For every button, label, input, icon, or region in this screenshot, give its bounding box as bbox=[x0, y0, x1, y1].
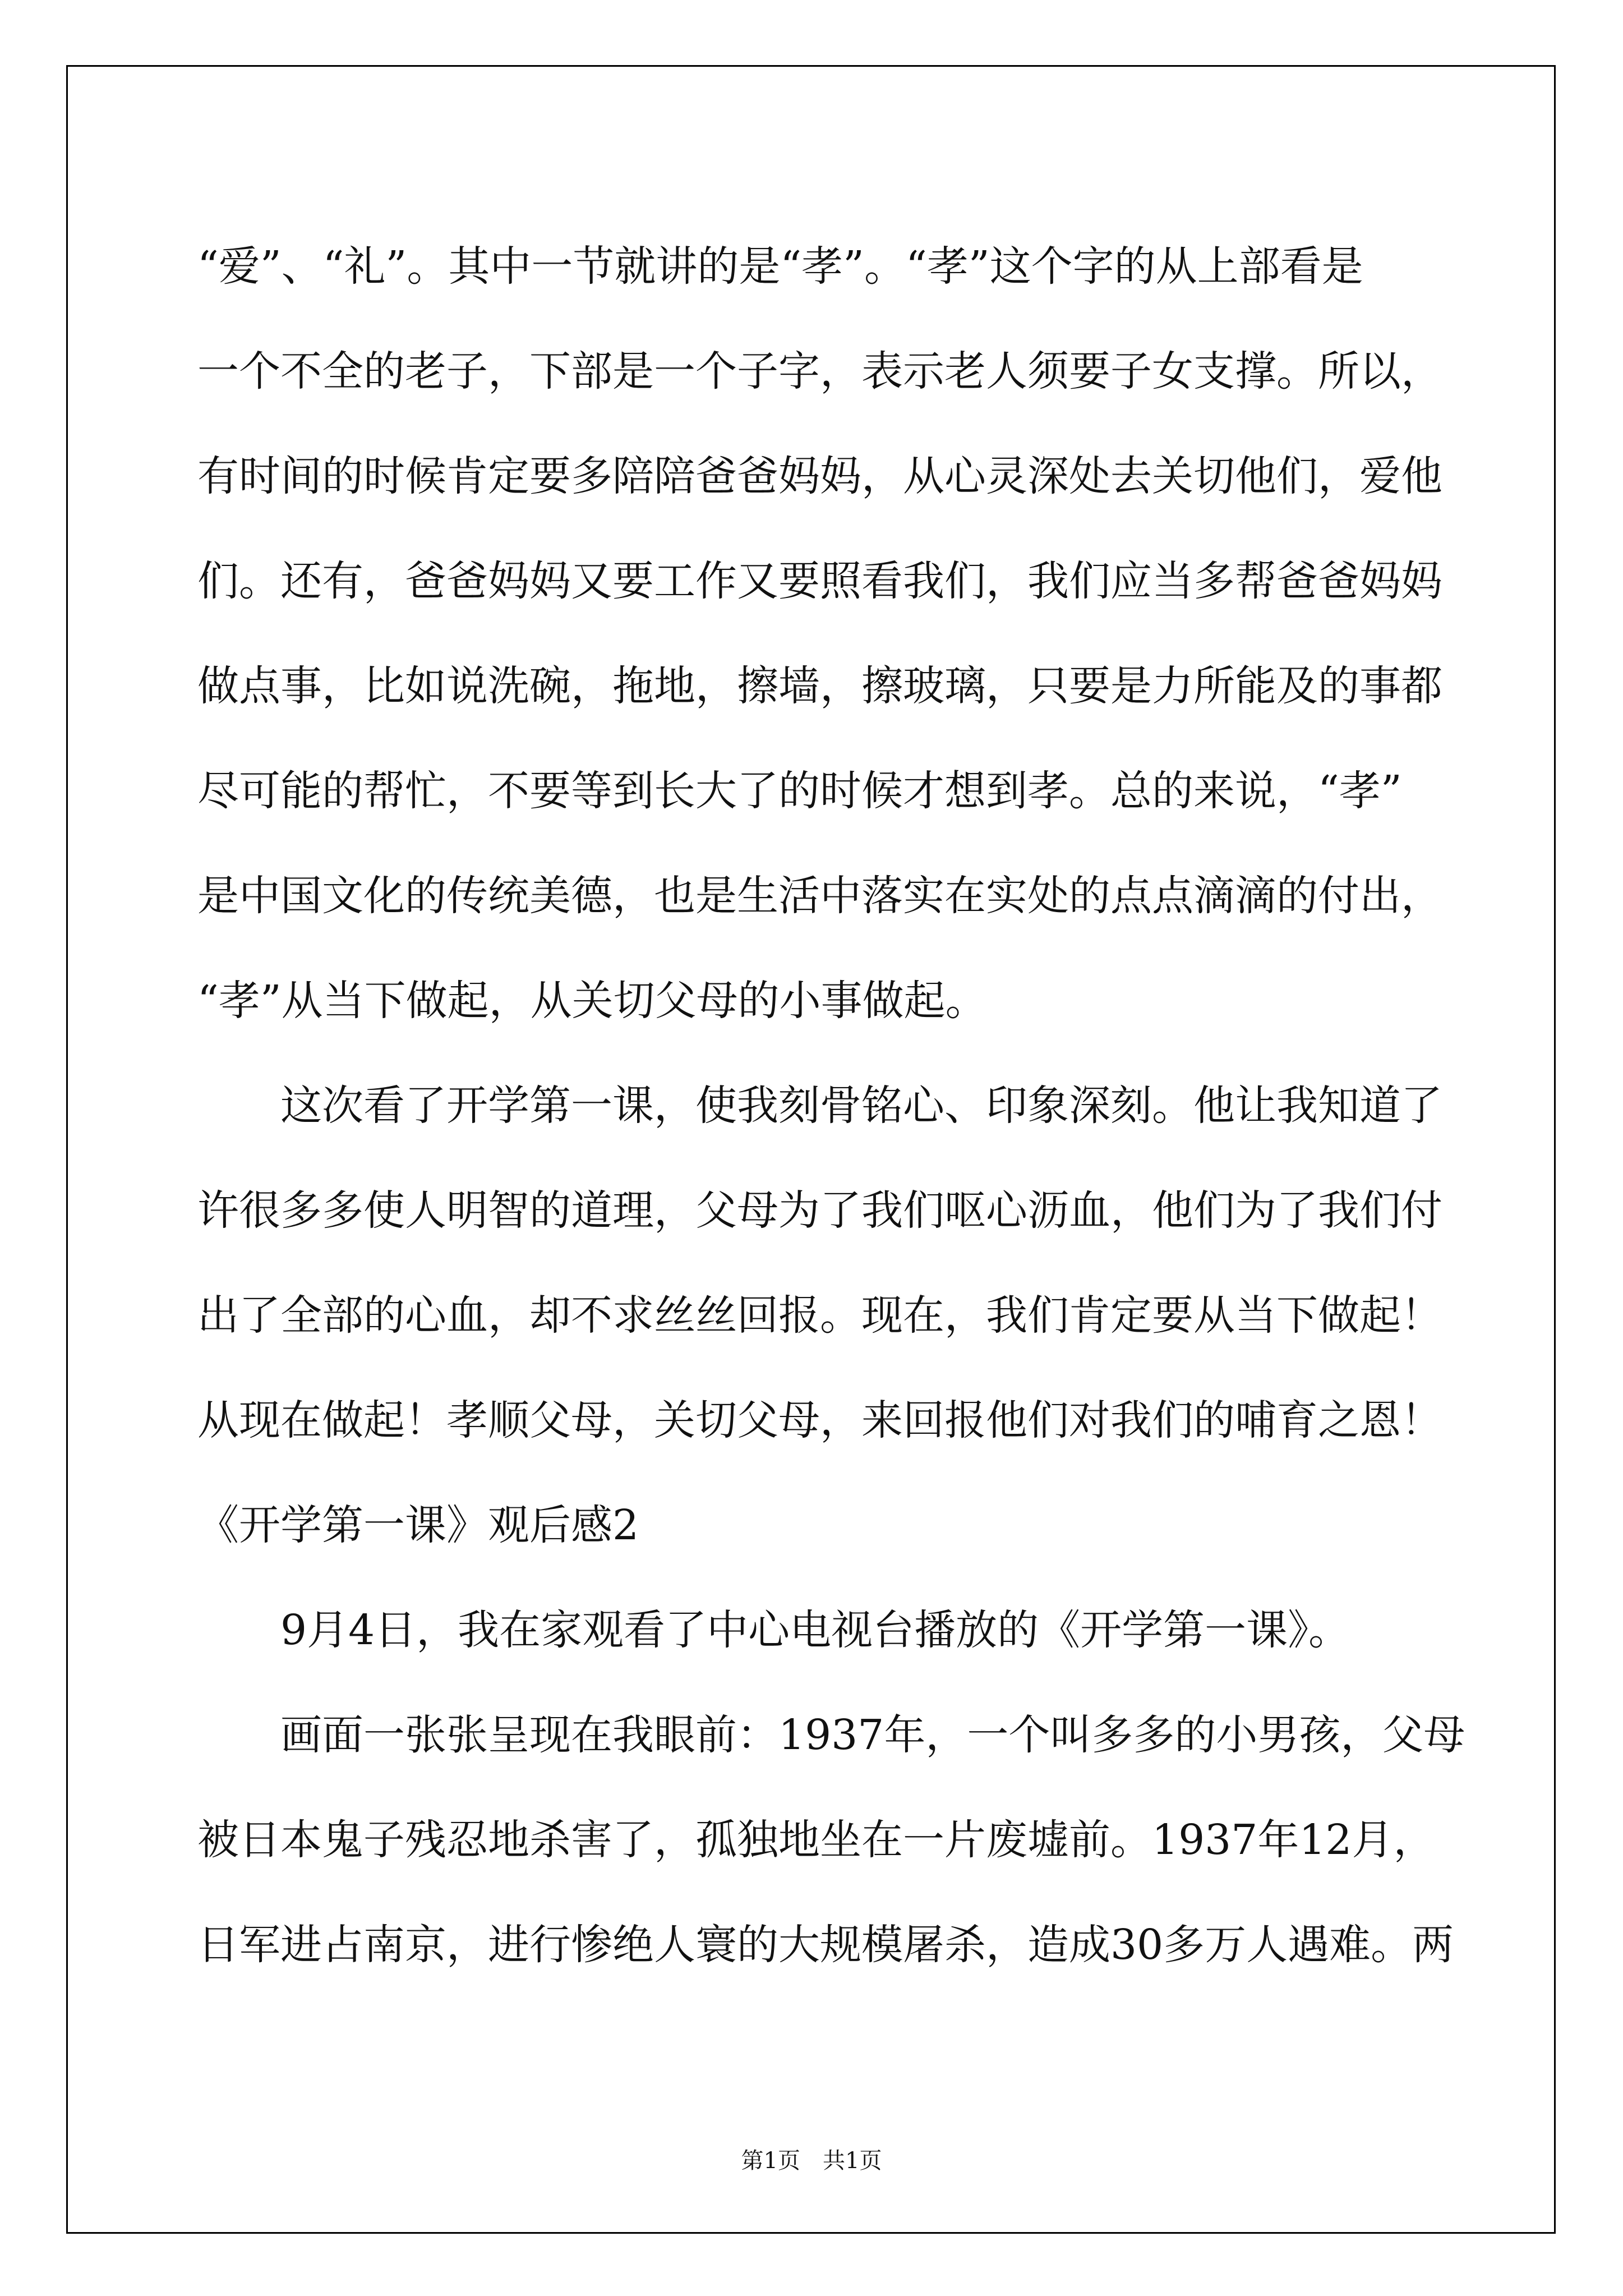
text-line: 做点事，比如说洗碗，拖地，擦墙，擦玻璃，只要是力所能及的事都 bbox=[197, 662, 1442, 710]
text-line: 被日本鬼子残忍地杀害了，孤独地坐在一片废墟前。1937年12月， bbox=[197, 1816, 1435, 1864]
paragraph-start-line: 画面一张张呈现在我眼前：1937年，一个叫多多的小男孩，父母 bbox=[280, 1711, 1465, 1759]
text-line: 尽可能的帮忙，不要等到长大了的时候才想到孝。总的来说，“孝” bbox=[197, 767, 1402, 815]
text-line: 有时间的时候肯定要多陪陪爸爸妈妈，从心灵深处去关切他们，爱他 bbox=[197, 452, 1442, 500]
paragraph-start-line: 9月4日，我在家观看了中心电视台播放的《开学第一课》。 bbox=[280, 1606, 1350, 1654]
text-line: 们。还有，爸爸妈妈又要工作又要照看我们，我们应当多帮爸爸妈妈 bbox=[197, 557, 1442, 605]
text-line: 是中国文化的传统美德，也是生活中落实在实处的点点滴滴的付出， bbox=[197, 872, 1442, 920]
text-line: “爱”、“礼”。其中一节就讲的是“孝”。“孝”这个字的从上部看是 bbox=[197, 242, 1363, 291]
page-number-footer: 第1页 共1页 bbox=[741, 2148, 882, 2174]
document-body bbox=[197, 214, 1465, 1998]
text-line: 日军进占南京，进行惨绝人寰的大规模屠杀，造成30多万人遇难。两 bbox=[197, 1921, 1454, 1969]
paragraph-start-line: 这次看了开学第一课，使我刻骨铭心、印象深刻。他让我知道了 bbox=[280, 1082, 1442, 1130]
text-line: 许很多多使人明智的道理，父母为了我们呕心沥血，他们为了我们付 bbox=[197, 1186, 1442, 1235]
section-heading: 《开学第一课》观后感2 bbox=[197, 1501, 639, 1549]
text-line: 出了全部的心血，却不求丝丝回报。现在，我们肯定要从当下做起！ bbox=[197, 1291, 1442, 1340]
text-line: “孝”从当下做起，从关切父母的小事做起。 bbox=[197, 977, 987, 1025]
text-line: 一个不全的老子，下部是一个子字，表示老人须要子女支撑。所以， bbox=[197, 347, 1442, 395]
text-line: 从现在做起！孝顺父母，关切父母，来回报他们对我们的哺育之恩！ bbox=[197, 1396, 1442, 1444]
